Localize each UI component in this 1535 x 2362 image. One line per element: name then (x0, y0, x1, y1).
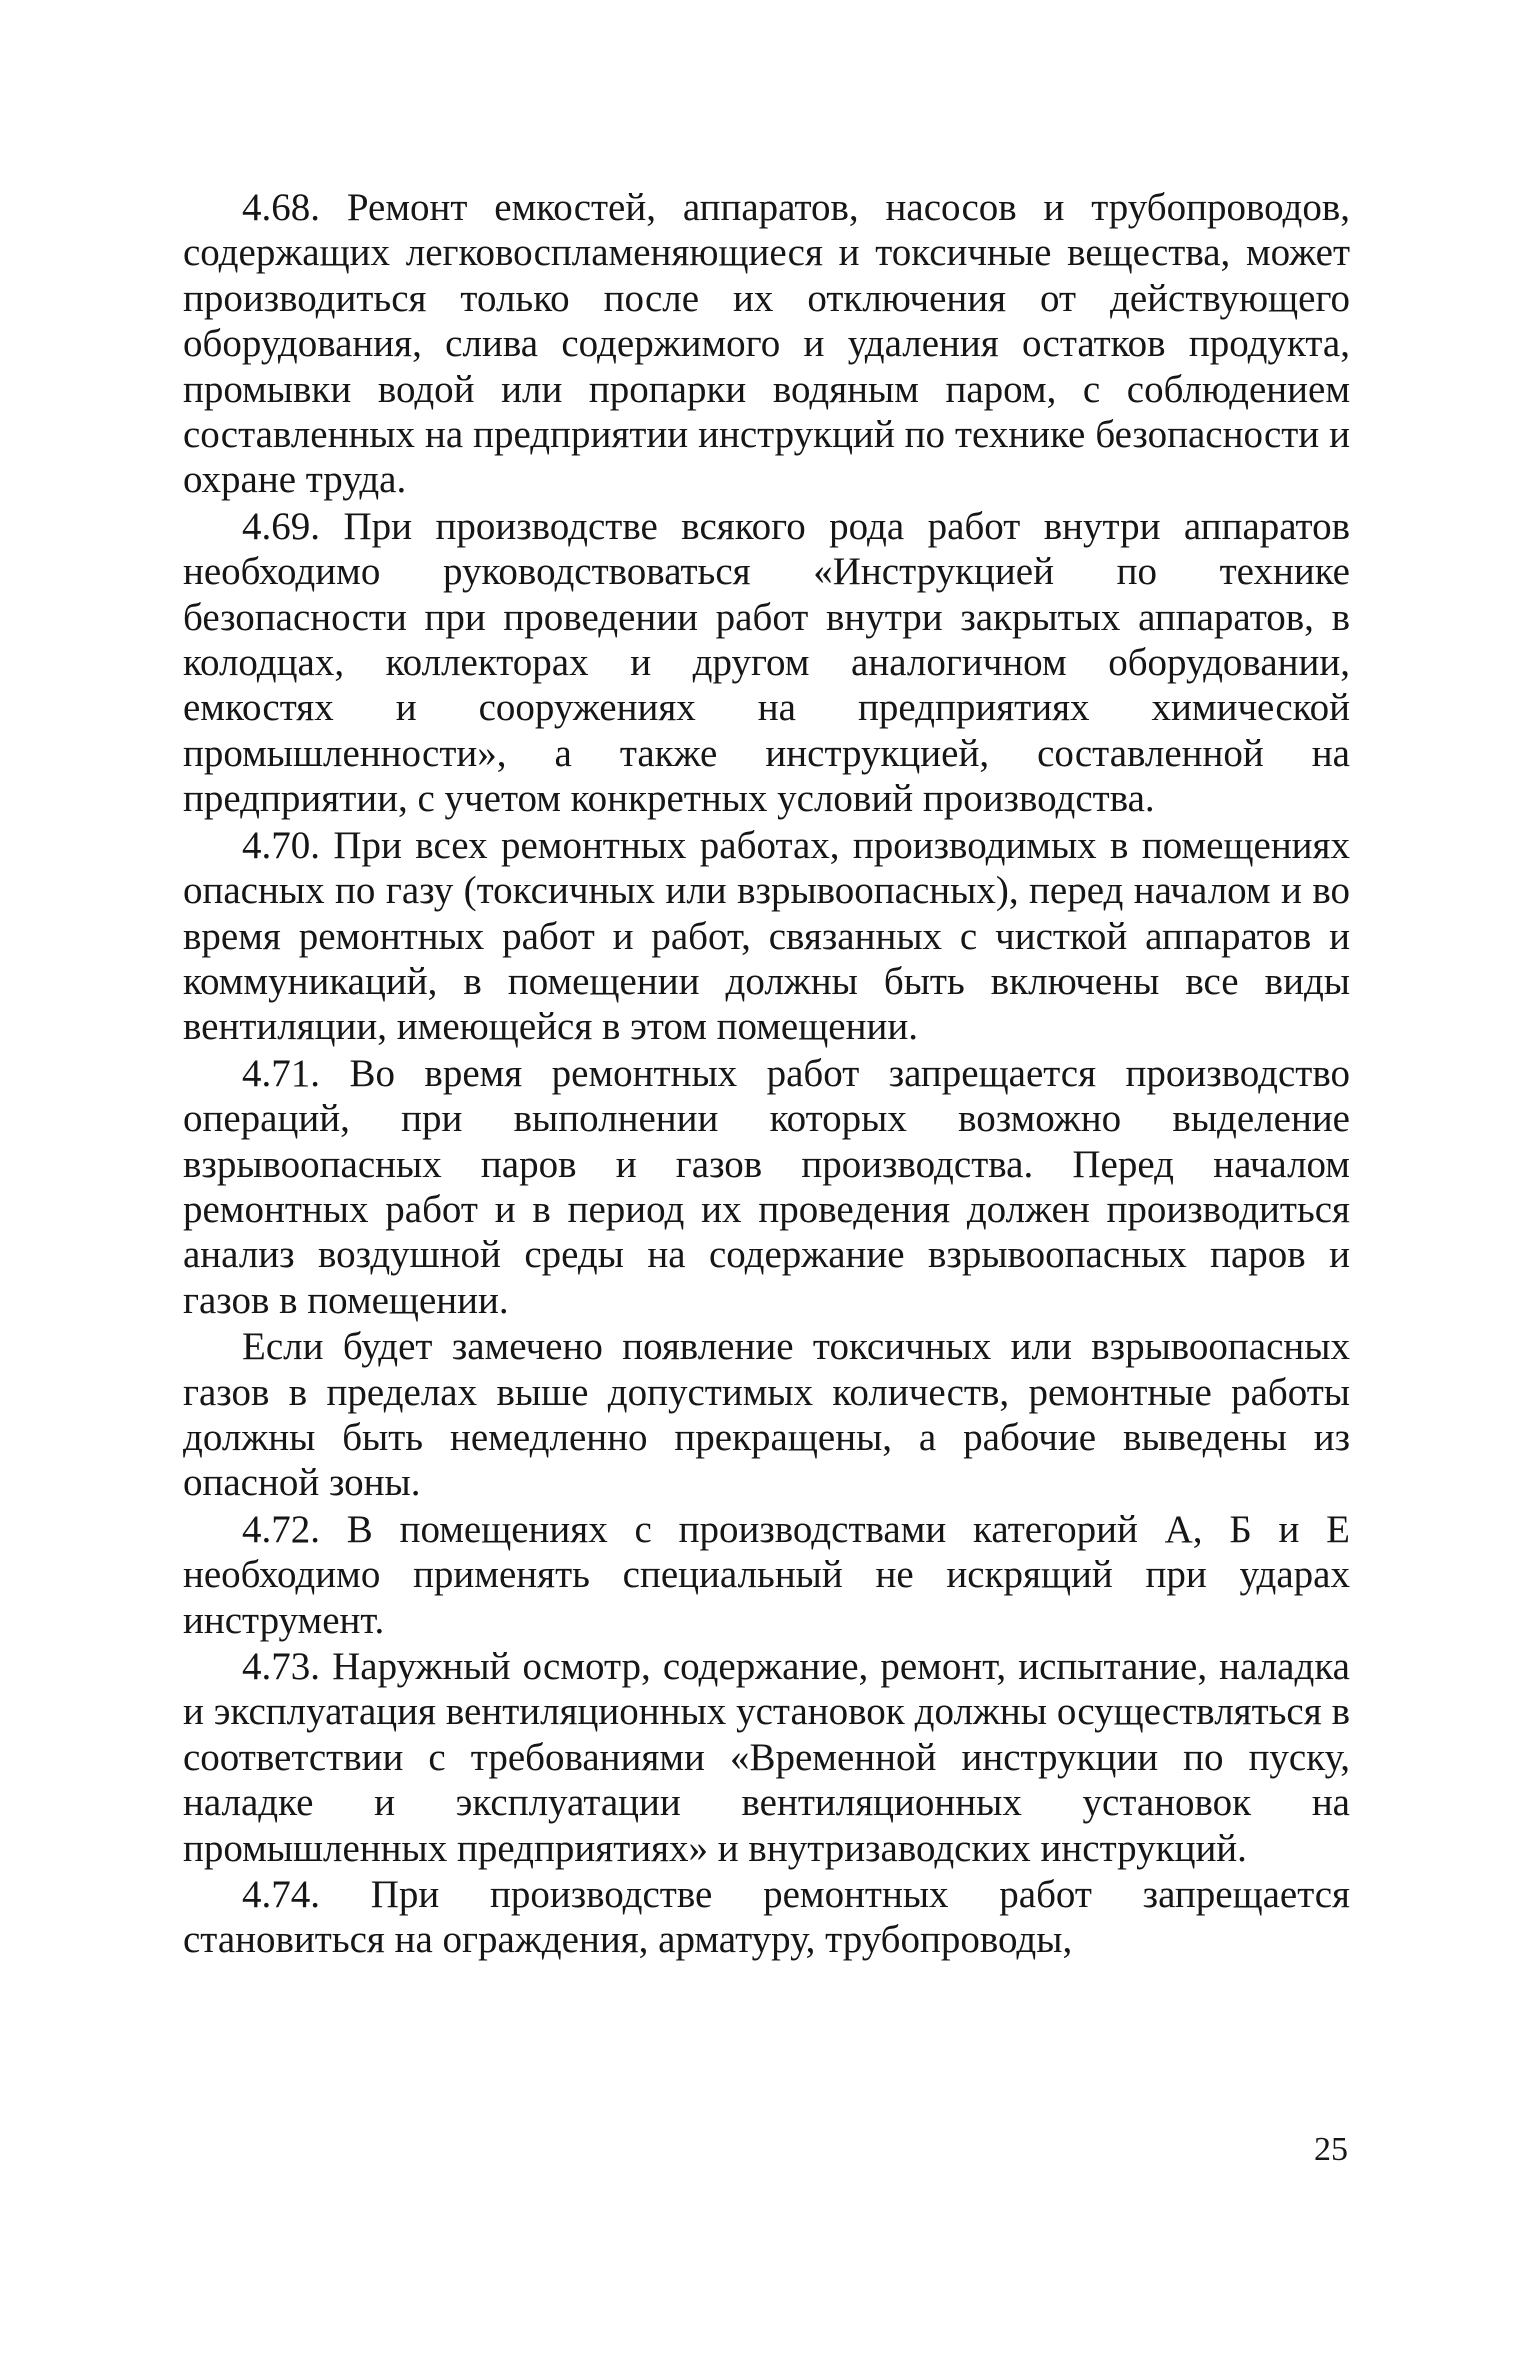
paragraph-4-74: 4.74. При производстве ремонтных работ запрещается становиться на ограждения, арматуру, трубопроводы, (183, 1873, 1350, 1962)
paragraph-4-73: 4.73. Наружный осмотр, содержание, ремонт, испытание, наладка и эксплуатация вентиляционных установок должны осуществляться в соответствии с требованиями «Временной инструкции по пуску, наладке и эксплуатации вентиляционных установок на промышленных предприятиях» и внутризаводских инструкций. (183, 1645, 1350, 1870)
paragraph-4-69: 4.69. При производстве всякого рода работ внутри аппаратов необходимо руководствоваться «Инструкцией по технике безопасности при проведении работ внутри закрытых аппаратов, в колодцах, коллекторах и другом аналогичном оборудовании, емкостях и сооружениях на предприятиях химической промышленности», а также инструкцией, составленной на предприятии, с учетом конкретных условий производства. (183, 504, 1350, 821)
paragraph-4-70: 4.70. При всех ремонтных работах, производимых в помещениях опасных по газу (токсичных или взрывоопасных), перед началом и во время ремонтных работ и работ, связанных с чисткой аппаратов и коммуникаций, в помещении должны быть включены все виды вентиляции, имеющейся в этом помещении. (183, 823, 1350, 1049)
page-number: 25 (1314, 2131, 1348, 2168)
paragraph-4-72: 4.72. В помещениях с производствами категорий А, Б и Е необходимо применять специальный не искрящий при ударах инструмент. (183, 1507, 1350, 1642)
paragraph-4-71: 4.71. Во время ремонтных работ запрещается производство операций, при выполнении которых возможно выделение взрывоопасных паров и газов производства. Перед началом ремонтных работ и в период их проведения должен производиться анализ воздушной среды на содержание взрывоопасных паров и газов в помещении. (183, 1051, 1350, 1322)
body-text (183, 185, 1350, 1963)
paragraph-4-68: 4.68. Ремонт емкостей, аппаратов, насосов и трубопроводов, содержащих легковоспламеняющиеся и токсичные вещества, может производиться только после их отключения от действующего оборудования, слива содержимого и удаления остатков продукта, промывки водой или пропарки водяным паром, с соблюдением составленных на предприятии инструкций по технике безопасности и охране труда. (183, 186, 1350, 502)
paragraph-4-71-continued: Если будет замечено появление токсичных или взрывоопасных газов в пределах выше допустимых количеств, ремонтные работы должны быть немедленно прекращены, а рабочие выведены из опасной зоны. (183, 1325, 1350, 1505)
